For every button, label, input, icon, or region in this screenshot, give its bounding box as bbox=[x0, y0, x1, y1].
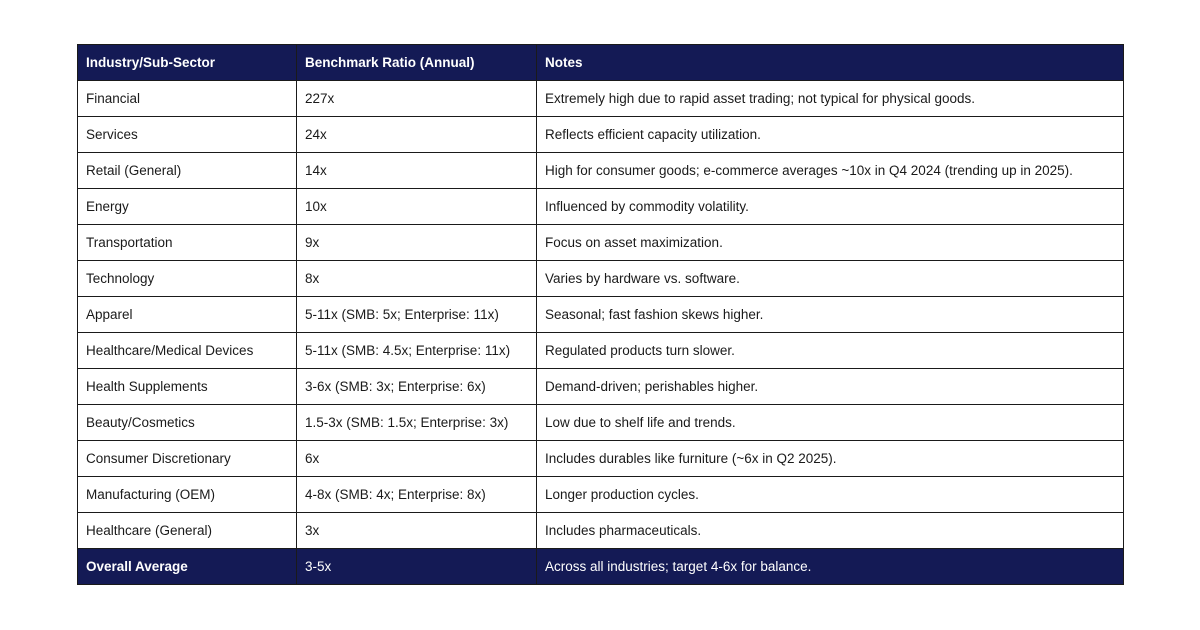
table-row bbox=[78, 405, 1124, 441]
cell-notes: Includes pharmaceuticals. bbox=[537, 513, 1124, 549]
cell-industry: Healthcare (General) bbox=[78, 513, 297, 549]
summary-label: Overall Average bbox=[78, 549, 297, 585]
cell-notes: Influenced by commodity volatility. bbox=[537, 189, 1124, 225]
cell-notes: High for consumer goods; e-commerce averages ~10x in Q4 2024 (trending up in 2025). bbox=[537, 153, 1124, 189]
table-header-row bbox=[78, 45, 1124, 81]
table-row bbox=[78, 297, 1124, 333]
cell-industry: Services bbox=[78, 117, 297, 153]
cell-industry: Retail (General) bbox=[78, 153, 297, 189]
cell-ratio: 5-11x (SMB: 5x; Enterprise: 11x) bbox=[297, 297, 537, 333]
cell-ratio: 10x bbox=[297, 189, 537, 225]
cell-industry: Technology bbox=[78, 261, 297, 297]
table-row bbox=[78, 369, 1124, 405]
cell-industry: Transportation bbox=[78, 225, 297, 261]
cell-industry: Energy bbox=[78, 189, 297, 225]
cell-notes: Seasonal; fast fashion skews higher. bbox=[537, 297, 1124, 333]
table-row bbox=[78, 441, 1124, 477]
cell-ratio: 8x bbox=[297, 261, 537, 297]
cell-notes: Includes durables like furniture (~6x in Q2 2025). bbox=[537, 441, 1124, 477]
cell-industry: Healthcare/Medical Devices bbox=[78, 333, 297, 369]
summary-ratio: 3-5x bbox=[297, 549, 537, 585]
cell-ratio: 9x bbox=[297, 225, 537, 261]
cell-notes: Longer production cycles. bbox=[537, 477, 1124, 513]
cell-notes: Regulated products turn slower. bbox=[537, 333, 1124, 369]
cell-ratio: 6x bbox=[297, 441, 537, 477]
benchmark-table bbox=[77, 44, 1124, 585]
cell-ratio: 3-6x (SMB: 3x; Enterprise: 6x) bbox=[297, 369, 537, 405]
column-header-industry: Industry/Sub-Sector bbox=[78, 45, 297, 81]
cell-industry: Beauty/Cosmetics bbox=[78, 405, 297, 441]
cell-ratio: 4-8x (SMB: 4x; Enterprise: 8x) bbox=[297, 477, 537, 513]
cell-industry: Manufacturing (OEM) bbox=[78, 477, 297, 513]
table-row bbox=[78, 333, 1124, 369]
benchmark-table-container bbox=[77, 44, 1123, 585]
cell-notes: Demand-driven; perishables higher. bbox=[537, 369, 1124, 405]
cell-industry: Financial bbox=[78, 81, 297, 117]
table-row bbox=[78, 513, 1124, 549]
cell-industry: Apparel bbox=[78, 297, 297, 333]
cell-ratio: 14x bbox=[297, 153, 537, 189]
cell-notes: Reflects efficient capacity utilization. bbox=[537, 117, 1124, 153]
table-row bbox=[78, 261, 1124, 297]
cell-notes: Extremely high due to rapid asset trading; not typical for physical goods. bbox=[537, 81, 1124, 117]
table-row bbox=[78, 225, 1124, 261]
cell-notes: Focus on asset maximization. bbox=[537, 225, 1124, 261]
summary-notes: Across all industries; target 4-6x for balance. bbox=[537, 549, 1124, 585]
cell-ratio: 227x bbox=[297, 81, 537, 117]
cell-notes: Varies by hardware vs. software. bbox=[537, 261, 1124, 297]
cell-ratio: 24x bbox=[297, 117, 537, 153]
summary-row-overall-average bbox=[78, 549, 1124, 585]
cell-ratio: 1.5-3x (SMB: 1.5x; Enterprise: 3x) bbox=[297, 405, 537, 441]
table-row bbox=[78, 81, 1124, 117]
cell-industry: Health Supplements bbox=[78, 369, 297, 405]
column-header-notes: Notes bbox=[537, 45, 1124, 81]
table-row bbox=[78, 117, 1124, 153]
column-header-benchmark-ratio: Benchmark Ratio (Annual) bbox=[297, 45, 537, 81]
cell-ratio: 3x bbox=[297, 513, 537, 549]
table-row bbox=[78, 189, 1124, 225]
cell-ratio: 5-11x (SMB: 4.5x; Enterprise: 11x) bbox=[297, 333, 537, 369]
table-row bbox=[78, 477, 1124, 513]
table-row bbox=[78, 153, 1124, 189]
cell-notes: Low due to shelf life and trends. bbox=[537, 405, 1124, 441]
cell-industry: Consumer Discretionary bbox=[78, 441, 297, 477]
